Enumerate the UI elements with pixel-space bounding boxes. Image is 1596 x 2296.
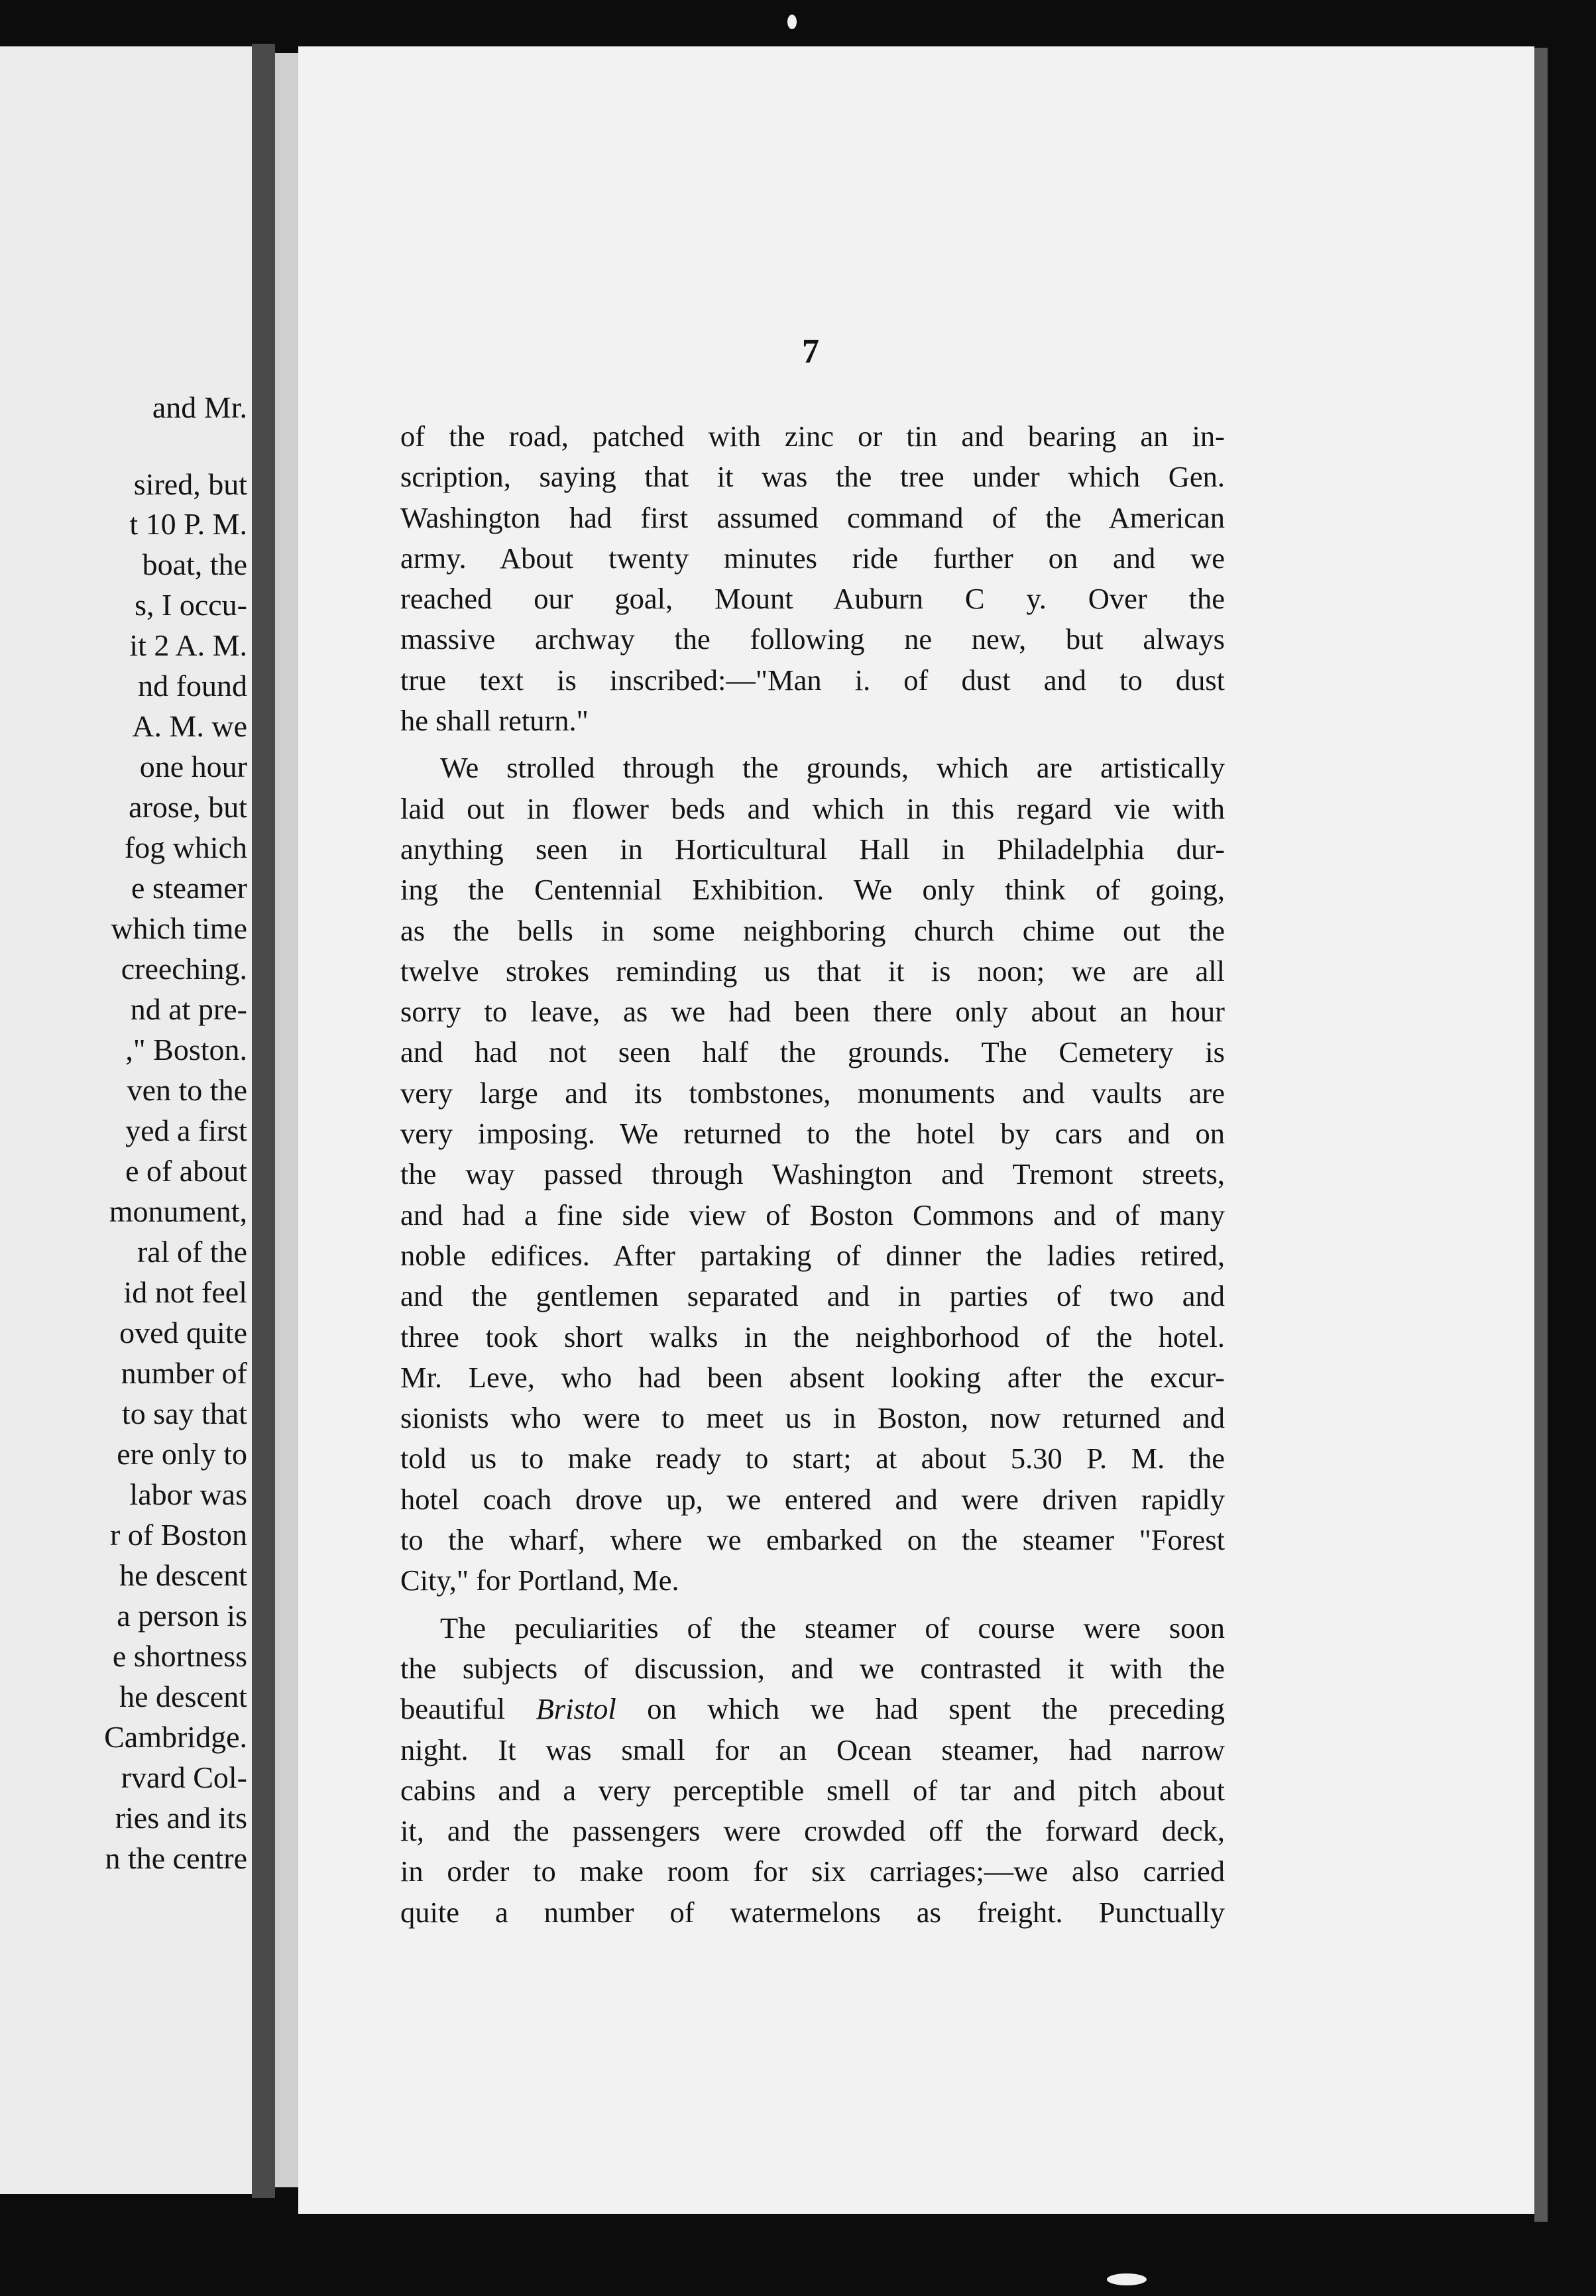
left-page-text-line: oved quite <box>119 1316 247 1349</box>
text-line: sionists who were to meet us in Boston, now returned and <box>400 1401 1225 1435</box>
text-line: to the wharf, where we embarked on the steamer "Forest <box>400 1523 1225 1557</box>
left-page-text-line: labor was <box>129 1477 247 1511</box>
text-line: Mr. Leve, who had been absent looking after the excur- <box>400 1360 1225 1394</box>
left-page-text-line: e shortness <box>112 1639 247 1673</box>
scan-speck <box>1107 2273 1147 2285</box>
left-page-text-line: it 2 A. M. <box>129 628 247 662</box>
text-fragment: beautiful <box>400 1692 506 1726</box>
left-page-text-line: nd at pre- <box>130 992 247 1026</box>
text-line: three took short walks in the neighborhood of the hotel. <box>400 1320 1225 1353</box>
text-line: ing the Centennial Exhibition. We only think of going, <box>400 873 1225 907</box>
text-line: noble edifices. After partaking of dinner the ladies retired, <box>400 1238 1225 1272</box>
left-page-text-line: id not feel <box>123 1275 247 1309</box>
text-line: very imposing. We returned to the hotel by cars and on <box>400 1117 1225 1151</box>
text-line: army. About twenty minutes ride further on and we <box>400 541 1225 575</box>
text-line: scription, saying that it was the tree under which Gen. <box>400 460 1225 494</box>
left-page-text-line: rvard Col- <box>121 1760 247 1794</box>
paragraph-start-line: The peculiarities of the steamer of course were soon <box>440 1611 1225 1644</box>
text-line: true text is inscribed:—"Man i. of dust and to dust <box>400 663 1225 697</box>
left-page-text-line: s, I occu- <box>135 588 247 622</box>
page-body-text <box>400 416 1225 1933</box>
left-page-text-line: e of about <box>125 1154 247 1188</box>
left-page-text-line: which time <box>111 911 247 945</box>
left-page-text-line: number of <box>121 1356 247 1390</box>
text-line: cabins and a very perceptible smell of tar and pitch about <box>400 1773 1225 1807</box>
text-line: in order to make room for six carriages;—we also carried <box>400 1855 1225 1888</box>
left-page-text-line: r of Boston <box>110 1518 247 1552</box>
left-page-text-line: ere only to <box>117 1437 247 1471</box>
left-page-text-line: ral of the <box>137 1235 247 1269</box>
left-page-text-line: arose, but <box>129 790 247 824</box>
left-page-text-line: A. M. we <box>132 709 247 743</box>
left-page-text-line: a person is <box>117 1599 247 1633</box>
text-line: he shall return." <box>400 704 589 738</box>
left-page-text-line: sired, but <box>133 467 247 501</box>
scan-speck <box>787 15 797 29</box>
text-line <box>400 1689 1225 1729</box>
left-page-text-line: ries and its <box>115 1801 247 1835</box>
left-page-text-line: one hour <box>139 750 247 783</box>
text-line: twelve strokes reminding us that it is noon; we are all <box>400 954 1225 988</box>
left-page-fragment <box>0 46 255 2194</box>
text-line: quite a number of watermelons as freight. Punctually <box>400 1895 1225 1929</box>
ship-name-italic: Bristol <box>536 1692 616 1726</box>
left-page-text-line: creeching. <box>121 952 247 986</box>
text-line: of the road, patched with zinc or tin and bearing an in- <box>400 420 1225 453</box>
left-page-text-line: yed a first <box>125 1114 247 1147</box>
paragraph-start-line: We strolled through the grounds, which are artistically <box>440 751 1225 785</box>
left-page-text-line: fog which <box>124 831 247 864</box>
page-number: 7 <box>802 333 819 371</box>
left-page-text-line: monument, <box>109 1194 247 1228</box>
text-line: told us to make ready to start; at about 5.30 P. M. the <box>400 1442 1225 1475</box>
text-line: and had not seen half the grounds. The Cemetery is <box>400 1035 1225 1069</box>
left-page-text-line: e steamer <box>131 871 247 905</box>
text-fragment: on which we had spent the preceding <box>647 1692 1226 1726</box>
left-page-text-line: he descent <box>119 1558 247 1592</box>
text-line: as the bells in some neighboring church chime out the <box>400 913 1225 947</box>
text-line: anything seen in Horticultural Hall in Philadelphia dur- <box>400 832 1225 866</box>
left-page-text-line: n the centre <box>105 1841 247 1875</box>
left-page-text-line: t 10 P. M. <box>129 507 247 541</box>
text-line: the subjects of discussion, and we contrasted it with the <box>400 1651 1225 1685</box>
left-page-text-line: to say that <box>121 1397 247 1430</box>
left-page-text-line: nd found <box>138 669 247 703</box>
left-page-text-line: Cambridge. <box>104 1720 247 1754</box>
left-page-text-line: ," Boston. <box>125 1033 247 1066</box>
text-line: hotel coach drove up, we entered and were driven rapidly <box>400 1482 1225 1516</box>
text-line: City," for Portland, Me. <box>400 1564 679 1597</box>
left-page-text-line: and Mr. <box>152 390 247 424</box>
page-edge <box>1534 48 1548 2222</box>
left-page-text-line: he descent <box>119 1680 247 1713</box>
book-gutter <box>252 44 275 2198</box>
left-page-text-line: boat, the <box>142 547 247 581</box>
text-line: the way passed through Washington and Tremont streets, <box>400 1157 1225 1191</box>
text-line: and had a fine side view of Boston Commons and of many <box>400 1198 1225 1232</box>
text-line: night. It was small for an Ocean steamer, had narrow <box>400 1733 1225 1766</box>
text-line: and the gentlemen separated and in parties of two and <box>400 1279 1225 1313</box>
text-line: it, and the passengers were crowded off the forward deck, <box>400 1814 1225 1848</box>
text-line: reached our goal, Mount Auburn C y. Over the <box>400 582 1225 616</box>
text-line: sorry to leave, as we had been there only about an hour <box>400 995 1225 1029</box>
text-line: Washington had first assumed command of the American <box>400 500 1225 534</box>
text-line: massive archway the following ne new, but always <box>400 622 1225 656</box>
left-page-text-line: ven to the <box>127 1073 247 1107</box>
text-line: very large and its tombstones, monuments and vaults are <box>400 1076 1225 1110</box>
text-line: laid out in flower beds and which in this regard vie with <box>400 791 1225 825</box>
